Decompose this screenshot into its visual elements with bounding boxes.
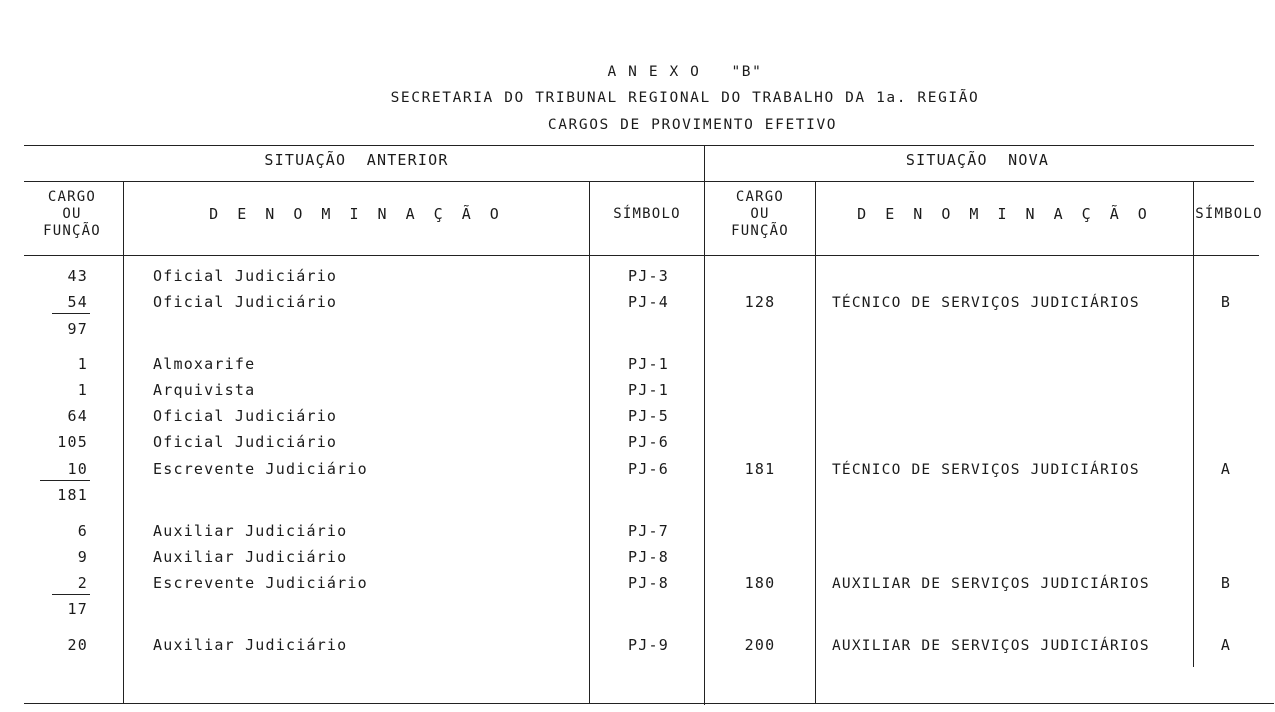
right-name: AUXILIAR DE SERVIÇOS JUDICIÁRIOS <box>832 638 1150 654</box>
left-symbol: PJ-9 <box>628 636 669 654</box>
left-simbolo-header: SÍMBOLO <box>613 206 681 222</box>
right-name: AUXILIAR DE SERVIÇOS JUDICIÁRIOS <box>832 576 1150 592</box>
left-name: Almoxarife <box>153 355 256 373</box>
bottom-rule <box>24 703 1274 704</box>
left-name: Oficial Judiciário <box>153 293 338 311</box>
left-qty: 20 <box>67 636 88 654</box>
left-symbol: PJ-8 <box>628 574 669 592</box>
right-qty: 128 <box>744 293 776 311</box>
right-cargo-header-1: CARGO <box>735 189 785 205</box>
right-cargo-header-2: OU <box>750 206 770 222</box>
right-name: TÉCNICO DE SERVIÇOS JUDICIÁRIOS <box>832 295 1140 311</box>
right-name: TÉCNICO DE SERVIÇOS JUDICIÁRIOS <box>832 462 1140 478</box>
right-cargo-header-3: FUNÇÃO <box>731 223 789 239</box>
subtitle: CARGOS DE PROVIMENTO EFETIVO <box>547 117 838 133</box>
right-qty: 200 <box>744 636 776 654</box>
col-right-cargo <box>815 182 816 704</box>
column-header-rule <box>24 255 1259 256</box>
left-name: Oficial Judiciário <box>153 267 338 285</box>
left-name: Auxiliar Judiciário <box>153 522 348 540</box>
left-cargo-header-2: OU <box>62 206 82 222</box>
col-left-simbolo <box>589 182 590 704</box>
left-symbol: PJ-3 <box>628 267 669 285</box>
left-qty: 43 <box>67 267 88 285</box>
left-cargo-header-3: FUNÇÃO <box>43 223 101 239</box>
left-qty: 10 <box>67 460 88 478</box>
left-qty: 54 <box>67 293 88 311</box>
subtotal-rule <box>52 594 90 595</box>
left-denominacao-header: D E N O M I N A Ç Ã O <box>209 205 504 223</box>
left-name: Auxiliar Judiciário <box>153 636 348 654</box>
left-symbol: PJ-8 <box>628 548 669 566</box>
right-simbolo-header: SÍMBOLO <box>1195 206 1263 222</box>
section-new: SITUAÇÃO NOVA <box>905 151 1050 169</box>
left-name: Escrevente Judiciário <box>153 574 368 592</box>
left-subtotal-qty: 17 <box>67 600 88 618</box>
left-name: Oficial Judiciário <box>153 433 338 451</box>
right-denominacao-header: D E N O M I N A Ç Ã O <box>857 205 1152 223</box>
left-symbol: PJ-6 <box>628 460 669 478</box>
section-previous: SITUAÇÃO ANTERIOR <box>264 151 449 169</box>
secretariat-title: SECRETARIA DO TRIBUNAL REGIONAL DO TRABALHO DA 1a. REGIÃO <box>390 90 980 106</box>
section-rule <box>24 181 1254 182</box>
left-qty: 2 <box>77 574 88 592</box>
right-symbol: B <box>1220 574 1232 592</box>
left-qty: 64 <box>67 407 88 425</box>
left-qty: 1 <box>77 355 88 373</box>
left-name: Oficial Judiciário <box>153 407 338 425</box>
annex-title: A N E X O "B" <box>607 64 763 80</box>
subtotal-rule <box>40 480 90 481</box>
left-subtotal-qty: 181 <box>57 486 88 504</box>
col-left-cargo <box>123 182 124 704</box>
left-symbol: PJ-1 <box>628 355 669 373</box>
left-qty: 9 <box>77 548 88 566</box>
right-symbol: A <box>1220 460 1232 478</box>
col-right-simbolo <box>1193 182 1194 667</box>
subtotal-rule <box>52 313 90 314</box>
left-symbol: PJ-7 <box>628 522 669 540</box>
left-symbol: PJ-1 <box>628 381 669 399</box>
left-name: Auxiliar Judiciário <box>153 548 348 566</box>
right-symbol: A <box>1220 636 1232 654</box>
top-rule <box>24 145 1254 146</box>
left-name: Escrevente Judiciário <box>153 460 368 478</box>
right-symbol: B <box>1220 293 1232 311</box>
left-symbol: PJ-5 <box>628 407 669 425</box>
left-symbol: PJ-4 <box>628 293 669 311</box>
left-symbol: PJ-6 <box>628 433 669 451</box>
left-cargo-header-1: CARGO <box>47 189 97 205</box>
right-qty: 181 <box>744 460 776 478</box>
left-qty: 1 <box>77 381 88 399</box>
left-subtotal-qty: 97 <box>67 320 88 338</box>
right-qty: 180 <box>744 574 776 592</box>
left-name: Arquivista <box>153 381 256 399</box>
left-qty: 6 <box>77 522 88 540</box>
left-qty: 105 <box>57 433 88 451</box>
